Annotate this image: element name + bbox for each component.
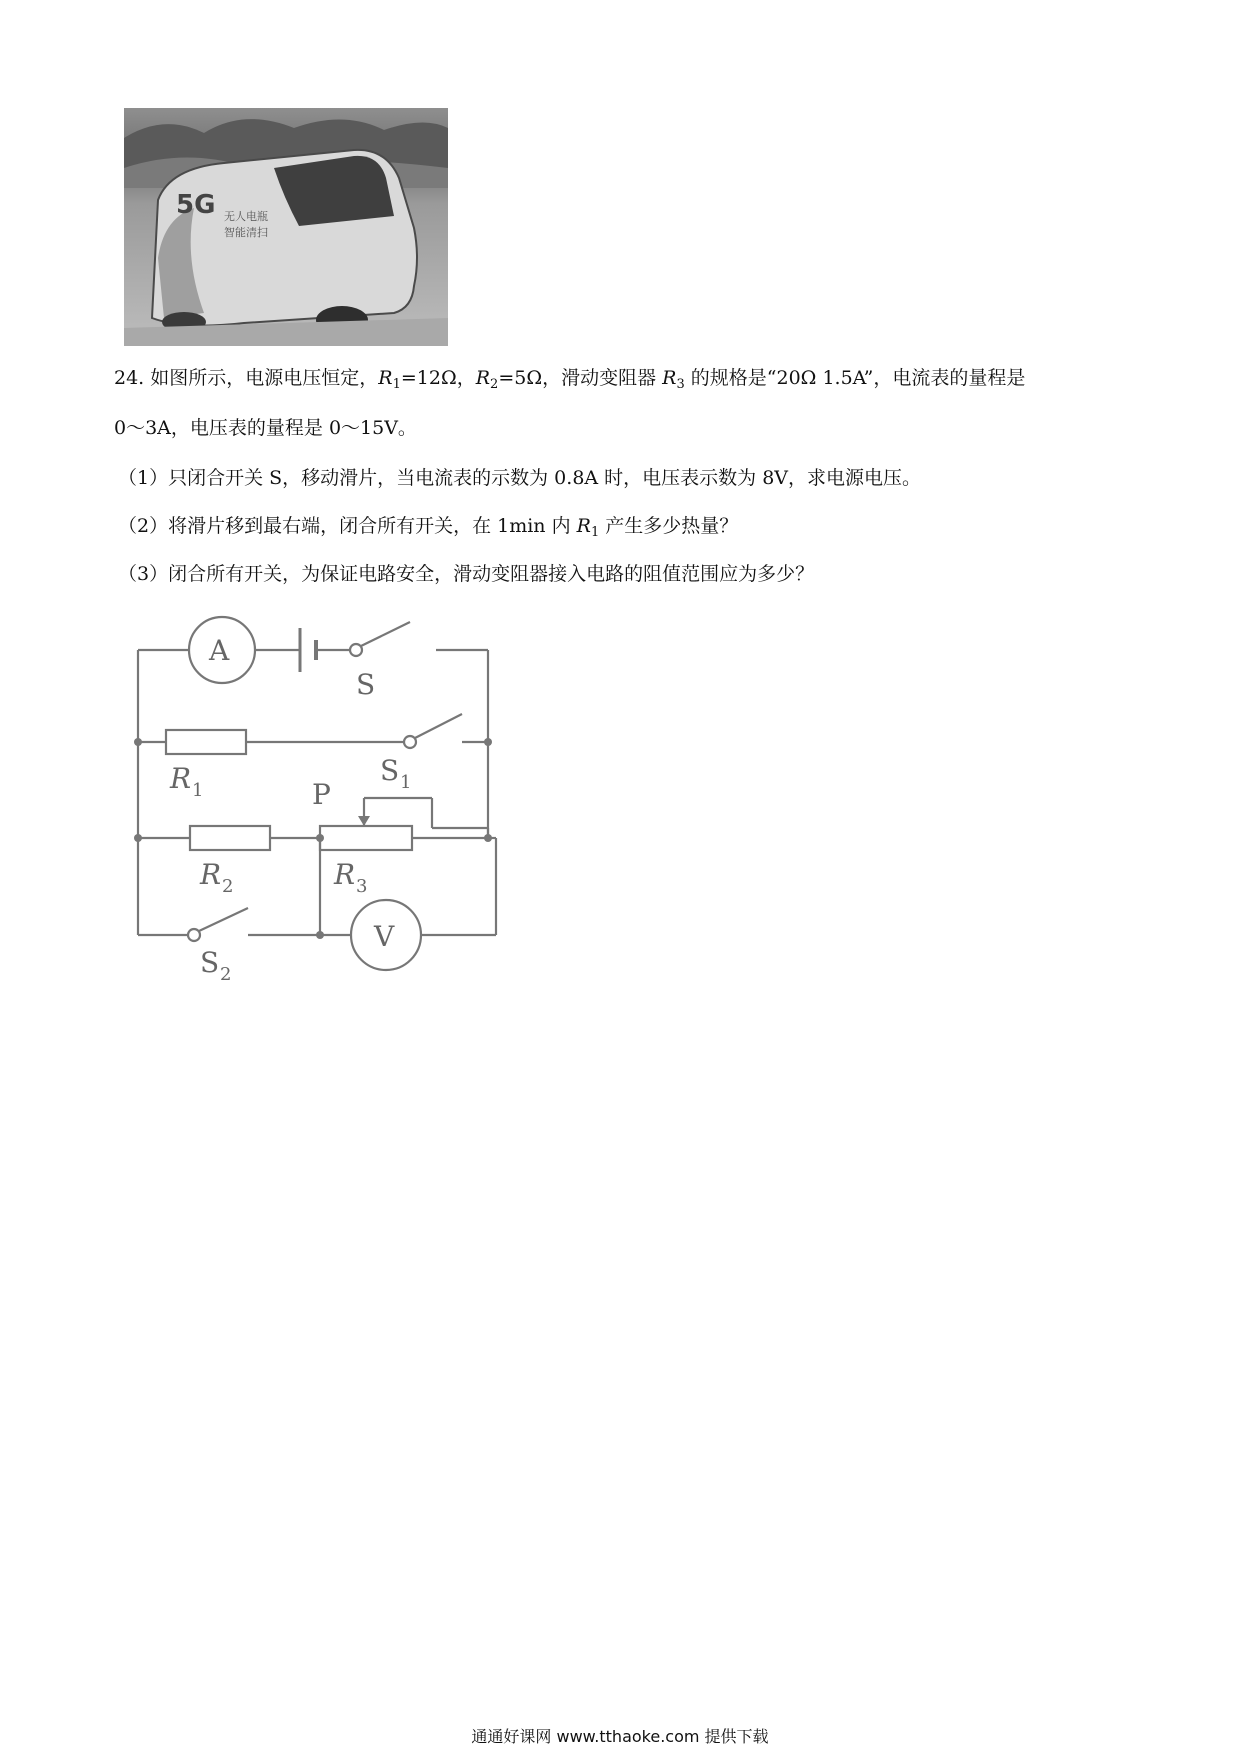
- r2-subscript: 2: [490, 377, 499, 392]
- question-stem-line-1: [114, 366, 1025, 393]
- slider-p-label: P: [312, 778, 331, 811]
- switch-s-label: S: [356, 668, 376, 701]
- r3-subscript: 3: [676, 377, 685, 392]
- switch-s2-label: S: [200, 946, 220, 979]
- r3-label: R: [334, 858, 356, 891]
- r3-label-subscript: 3: [356, 876, 368, 897]
- slider-arrow-icon: [358, 816, 370, 826]
- vehicle-photo: [124, 108, 448, 346]
- voltmeter-label: V: [374, 920, 395, 953]
- stem-text-rest: 的规格是“20Ω 1.5A”，电流表的量程是: [684, 367, 1026, 389]
- question-number: 24.: [114, 367, 145, 389]
- part2-text-rest: 产生多少热量？: [599, 515, 739, 537]
- vehicle-sign-line-1: 无人电瓶: [224, 210, 268, 223]
- switch-s1-subscript: 1: [400, 772, 412, 793]
- ammeter-label: A: [209, 634, 230, 667]
- r3-symbol: R: [662, 367, 677, 389]
- r2-value: =5Ω，滑动变阻器: [498, 367, 663, 389]
- question-part-3: （3）闭合所有开关，为保证电路安全，滑动变阻器接入电路的阻值范围应为多少？: [118, 563, 815, 585]
- r1-label: R: [170, 762, 192, 795]
- switch-s2-subscript: 2: [220, 964, 232, 980]
- vehicle-illustration: [124, 108, 448, 346]
- r2-label-subscript: 2: [222, 876, 234, 897]
- question-part-2: [118, 514, 738, 541]
- vehicle-sign-line-2: 智能清扫: [224, 226, 268, 239]
- part2-r-symbol: R: [576, 515, 591, 537]
- question-part-1: （1）只闭合开关 S，移动滑片，当电流表的示数为 0.8A 时，电压表示数为 8V，求电源电压。: [118, 467, 922, 489]
- question-stem-line-2: 0～3A，电压表的量程是 0～15V。: [114, 417, 417, 439]
- circuit-diagram: [124, 610, 514, 980]
- r1-symbol: R: [378, 367, 393, 389]
- r1-subscript: 1: [392, 377, 401, 392]
- part2-text: （2）将滑片移到最右端，闭合所有开关，在 1min 内: [118, 515, 577, 537]
- switch-s1-label: S: [380, 754, 400, 787]
- part2-r-subscript: 1: [590, 525, 600, 540]
- stem-text: 如图所示，电源电压恒定，: [150, 367, 379, 389]
- r2-symbol: R: [475, 367, 491, 389]
- r1-value: =12Ω，: [400, 367, 476, 389]
- r1-label-subscript: 1: [192, 780, 204, 801]
- vehicle-5g-badge: 5G: [176, 190, 216, 220]
- r2-label: R: [200, 858, 222, 891]
- page-footer: 通通好课网 www.tthaoke.com 提供下载: [471, 1727, 769, 1746]
